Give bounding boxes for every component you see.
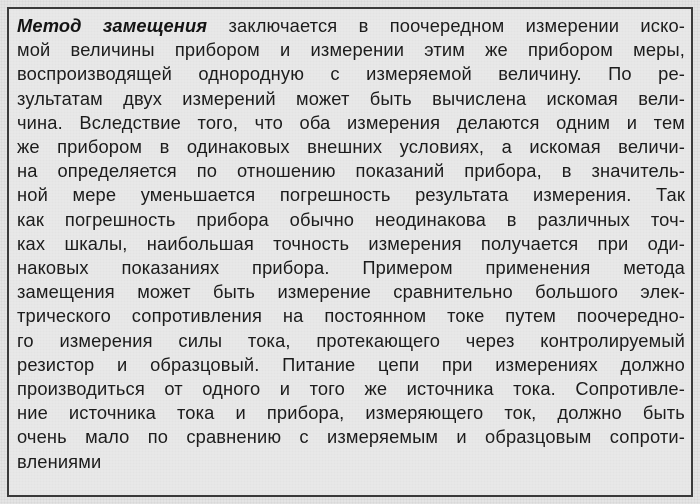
text-line-11: наковых показаниях прибора. Примером применения метода — [17, 257, 685, 279]
text-line-2: мой величины прибором и измерении этим же прибором меры, — [17, 39, 685, 61]
text-line-9: как погрешность прибора обычно неодинакова в различных точ- — [17, 208, 685, 230]
line-1-rest: заключается в поочередном измерении иско- — [207, 15, 685, 36]
text-line-16: производиться от одного и того же источника тока. Сопротивле- — [17, 378, 685, 400]
text-line-13: трического сопротивления на постоянном токе путем поочередно- — [17, 305, 685, 327]
text-line-15: резистор и образцовый. Питание цепи при измерениях должно — [17, 353, 685, 375]
text-line-17: ние источника тока и прибора, измеряющего ток, должно быть — [17, 402, 685, 424]
text-line-4: зультатам двух измерений может быть вычислена искомая вели- — [17, 87, 685, 109]
text-line-10: ках шкалы, наибольшая точность измерения получается при оди- — [17, 232, 685, 254]
text-line-19: влениями — [17, 450, 102, 472]
text-line-7: на определяется по отношению показаний прибора, в значитель- — [17, 160, 685, 182]
text-line-14: го измерения силы тока, протекающего через контролируемый — [17, 329, 685, 351]
text-line-1 — [17, 14, 685, 38]
term-heading: Метод замещения — [17, 15, 208, 36]
text-line-5: чина. Вследствие того, что оба измерения делаются одним и тем — [17, 111, 685, 133]
text-line-8: ной мере уменьшается погрешность результата измерения. Так — [17, 184, 685, 206]
text-line-18: очень мало по сравнению с измеряемым и образцовым сопроти- — [17, 426, 685, 448]
text-line-6: же прибором в одинаковых внешних условиях, а искомая величи- — [17, 136, 685, 158]
paragraph — [17, 14, 685, 474]
text-line-3: воспроизводящей однородную с измеряемой величину. По ре- — [17, 63, 685, 85]
text-line-12: замещения может быть измерение сравнительно большого элек- — [17, 281, 685, 303]
